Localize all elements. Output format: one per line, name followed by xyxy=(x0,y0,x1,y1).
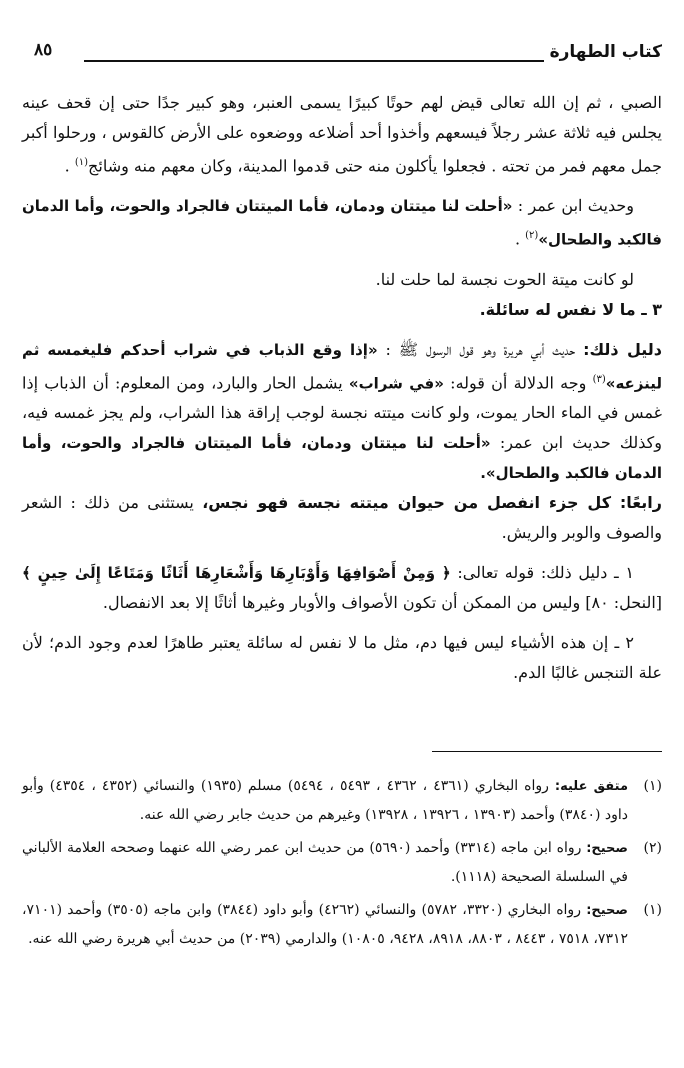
footnote-ref: (١) xyxy=(74,157,89,168)
main-text xyxy=(22,88,662,688)
paragraph-ibn-umar: وحديث ابن عمر : «أحلت لنا ميتتان ودمان، فأما الميتتان فالجراد والحوت، وأما الدمان فالكبد والطحال»$^{(٢)}$ . xyxy=(22,196,662,249)
footnote: (١) صحيح: رواه البخاري (٣٣٢٠، ٥٧٨٢) والنسائي (٤٢٦٢) وأبو داود (٣٨٤٤) وابن ماجه (٣٥٠٥) وأحمد (٧١٠١، ٧٣١٢، ٧٥١٨ ، ٨٤٤٣ ، ٨٨٠٣، ٨٩١٨، ٩٤٢٨، ١٠٨٠٥) والدارمي (٢٠٣٩) من حديث أبي هريرة رضي الله عنه. xyxy=(22,902,662,947)
hadith-quote: «أحلت لنا ميتتان ودمان، فأما الميتتان فالجراد والحوت، وأما الدمان فالكبد والطحال». xyxy=(22,433,662,482)
chapter-title: كتاب الطهارة xyxy=(549,42,662,62)
paragraph-second-point: ٢ ـ إن هذه الأشياء ليس فيها دم، مثل ما لا نفس له سائلة يعتبر طاهرًا لعدم وجود الدم؛ لأن علة التنجس غالبًا الدم. xyxy=(22,632,662,682)
footnotes xyxy=(22,772,662,958)
footnote-divider xyxy=(432,751,662,752)
section-heading-3: ٣ ـ ما لا نفس له سائلة. xyxy=(479,299,662,319)
hadith-quote: «إذا وقع الذباب في شراب أحدكم فليغمسه ثم لينزعه» xyxy=(22,340,662,392)
footnote: (١) متفق عليه: رواه البخاري (٤٣٦١ ، ٤٣٦٢ ، ٥٤٩٣ ، ٥٤٩٤) مسلم (١٩٣٥) والنسائي (٤٣٥٢ ، ٤٣٥٤) وأبو داود (٣٨٤٠) وأحمد (١٣٩٠٣ ، ١٣٩٢٦ ، ١٣٩٢٨) وغيرهم من حديث جابر رضي الله عنه. xyxy=(22,778,662,823)
paragraph-fourth: رابعًا: كل جزء انفصل من حيوان ميتته نجسة فهو نجس، يستثنى من ذلك : الشعر والصوف والوبر والريش. xyxy=(22,492,662,542)
footnote: (٢) صحيح: رواه ابن ماجه (٣٣١٤) وأحمد (٥٦٩٠) من حديث ابن عمر رضي الله عنهما وصححه العلامة الألباني في السلسلة الصحيحة (١١١٨). xyxy=(22,840,662,885)
paragraph-conclusion: لو كانت ميتة الحوت نجسة لما حلت لنا. xyxy=(375,269,634,289)
footnote-ref: (٢) xyxy=(525,230,539,242)
header-rule xyxy=(84,60,544,62)
hadith-quote: «أحلت لنا ميتتان ودمان، فأما الميتتان فالجراد والحوت، وأما الدمان فالكبد والطحال» xyxy=(22,197,662,249)
paragraph-quran-evidence: ١ ـ دليل ذلك: قوله تعالى: ﴿ وَمِنْ أَصْوَافِهَا وَأَوْبَارِهَا وَأَشْعَارِهَا أَثَاثًا وَمَتَاعًا إِلَىٰ حِينٍ ﴾ [النحل: ٨٠] وليس من الممكن أن تكون الأصواف والأوبار وغيرها أثاثًا إلا بعد الانفصال. xyxy=(22,562,662,612)
rule-heading: رابعًا: كل جزء انفصل من حيوان ميتته نجسة فهو نجس، xyxy=(202,492,662,512)
footnote-ref: (٣) xyxy=(592,373,606,385)
paragraph-whale: الصبي ، ثم إن الله تعالى قيض لهم حوتًا كبيرًا يسمى العنبر، وهو كبير جدًا حتى إن قحف عينه يجلس فيه ثلاثة عشر رجلاً فيسعهم وأخذوا أحد أضلاعه ووضعوه على الأرض كالقوس ، ورحلوا أكبر جمل معهم فمر من تحته . فجعلوا يأكلون منه حتى قدموا المدينة، وكان معهم منه وشائج$^{(١)}$ . xyxy=(22,93,662,176)
page-header xyxy=(22,34,662,74)
quran-verse: ﴿ وَمِنْ أَصْوَافِهَا وَأَوْبَارِهَا وَأَشْعَارِهَا أَثَاثًا وَمَتَاعًا إِلَىٰ حِينٍ ﴾ xyxy=(22,563,451,582)
evidence-label: دليل ذلك: xyxy=(583,339,662,359)
page-number: ٨٥ xyxy=(34,40,53,60)
paragraph-fly-hadith: دليل ذلك: حديث أبي هريرة وهو قول الرسول ﷺ : «إذا وقع الذباب في شراب أحدكم فليغمسه ثم لينزعه»$^{(٣)}$ وجه الدلالة أن قوله: «في شراب» يشمل الحار والبارد، ومن المعلوم: أن الذباب إذا غمس في الماء الحار يموت، ولو كانت ميتته نجسة لوجب إراقة هذا الشراب، ولم يجز غمسه فيه، وكذلك حديث ابن عمر: «أحلت لنا ميتتان ودمان، فأما الميتتان فالجراد والحوت، وأما الدمان فالكبد والطحال». xyxy=(22,339,663,482)
